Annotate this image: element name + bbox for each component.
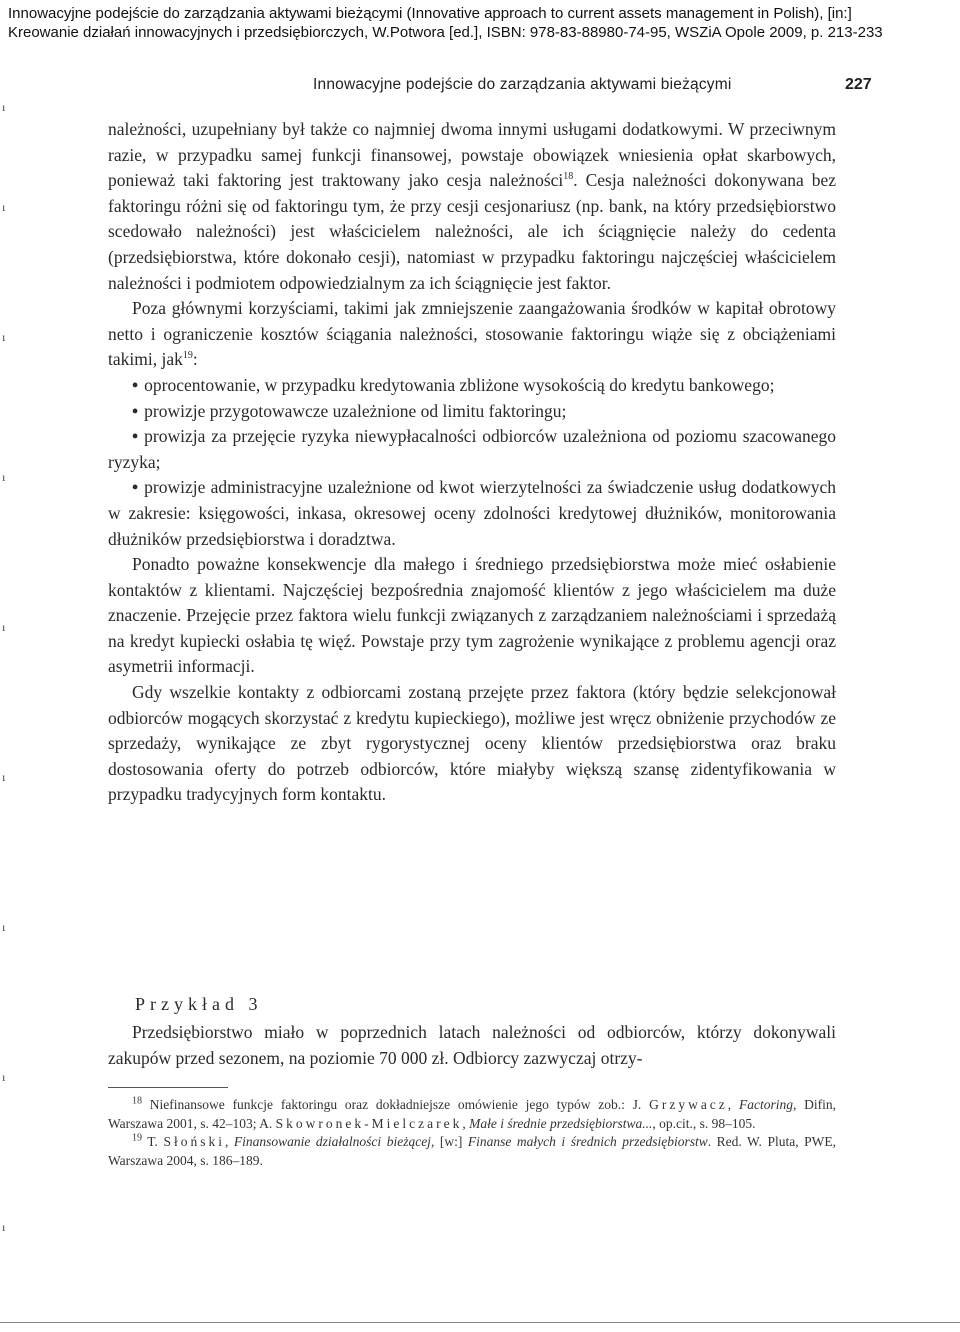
scan-margin-mark: ı (2, 100, 6, 114)
citation-header (8, 4, 958, 42)
bullet-item: • oprocentowanie, w przypadku kredytowania zbliżone wysokością do kredytu bankowego; (108, 373, 836, 399)
scan-margin-mark: ı (2, 1070, 6, 1084)
footnote-19: $^{19}$ T. Słoński, Finansowanie działalności bieżącej, [w:] Finanse małych i średnich przedsiębiorstw. Red. W. Pluta, PWE, Warszawa 2004, s. 186–189. (108, 1132, 836, 1168)
body-text (108, 117, 836, 808)
scan-margin-mark: ı (2, 620, 6, 634)
running-title: Innowacyjne podejście do zarządzania aktywami bieżącymi (313, 76, 732, 93)
footnote-divider (108, 1087, 228, 1088)
scan-margin-mark: ı (2, 470, 6, 484)
example-text: Przedsiębiorstwo miało w poprzednich latach należności od odbiorców, którzy dokonywali zakupów przed sezonem, na poziomie 70 000 zł. Odbiorcy zazwyczaj otrzy- (108, 1022, 836, 1068)
page-number: 227 (845, 76, 872, 93)
scan-margin-mark: ı (2, 770, 6, 784)
bullet-item: • prowizja za przejęcie ryzyka niewypłacalności odbiorców uzależniona od poziomu szacowanego ryzyka; (108, 424, 836, 475)
example-heading: Przykład 3 (135, 994, 263, 1014)
scan-margin-mark: ı (2, 330, 6, 344)
paragraph-1: należności, uzupełniany był także co najmniej dwoma innymi usługami dodatkowymi. W przeciwnym razie, w przypadku samej funkcji finansowej, powstaje obowiązek wniesienia opłat skarbowych, ponieważ taki faktoring jest traktowany jako cesja należności$^{18}$. Cesja należności dokonywana bez faktoringu różni się od faktoringu tym, że przy cesji cesjonariusz (np. bank, na który przedsiębiorstwo scedowało należności) jest właścicielem należności, ale ich ściągnięcie należy do cedenta (przedsiębiorstwa, które dokonało cesji), natomiast w przypadku faktoringu najczęściej właścicielem należności i podmiotem odpowiedzialnym za ich ściągnięcie jest faktor. (108, 119, 836, 293)
citation-line-2: Kreowanie działań innowacyjnych i przedsiębiorczych, W.Potwora [ed.], ISBN: 978-83-88980-74-95, WSZiA Opole 2009, p. 213-233 (8, 24, 883, 41)
page-bottom-edge (0, 1322, 960, 1323)
bullet-item: • prowizje przygotowawcze uzależnione od limitu faktoringu; (108, 399, 836, 425)
footnote-ref-18: 18 (563, 171, 574, 183)
scan-margin-mark: ı (2, 1220, 6, 1234)
paragraph-3: Ponadto poważne konsekwencje dla małego i średniego przedsiębiorstwa może mieć osłabienie kontaktów z klientami. Najczęściej bezpośrednia znajomość klientów z jego właścicielem ma duże znaczenie. Przejęcie przez faktora wielu funkcji związanych z zarządzaniem należnościami i sprzedażą na kredyt kupiecki osłabia tę więź. Powstaje przy tym zagrożenie wynikające z problemu agencji oraz asymetrii informacji. (108, 554, 836, 677)
footnote-ref-19: 19 (182, 350, 193, 362)
citation-line-1: Innowacyjne podejście do zarządzania aktywami bieżącymi (Innovative approach to current assets management in Polish), [in:] (8, 5, 852, 22)
footnote-18: $^{18}$ Niefinansowe funkcje faktoringu oraz dokładniejsze omówienie jego typów zob.: J. Grzywacz, Factoring, Difin, Warszawa 2001, s. 42–103; A. Skowronek-Mielczarek, Małe i średnie przedsiębiorstwa..., op.cit., s. 98–105. (108, 1095, 837, 1131)
paragraph-2: Poza głównymi korzyściami, takimi jak zmniejszenie zaangażowania środków w kapitał obrotowy netto i ograniczenie kosztów ściągania należności, stosowanie faktoringu wiąże się z obciążeniami takimi, jak$^{19}$: (108, 298, 836, 370)
paragraph-4: Gdy wszelkie kontakty z odbiorcami zostaną przejęte przez faktora (który będzie selekcjonował odbiorców mogących skorzystać z kredytu kupieckiego), możliwe jest wręcz obniżenie przychodów ze sprzedaży, wynikające ze zbyt rygorystycznej oceny klientów przedsiębiorstwa oraz braku dostosowania oferty do potrzeb odbiorców, które miałyby większą szansę zidentyfikowania w przypadku tradycyjnych form kontaktu. (108, 682, 836, 805)
footnotes (108, 1096, 836, 1170)
bullet-item: • prowizje administracyjne uzależnione od kwot wierzytelności za świadczenie usług dodatkowych w zakresie: księgowości, inkasa, okresowej oceny zdolności kredytowej dłużników, monitorowania dłużników przedsiębiorstwa i doradztwa. (108, 475, 836, 552)
scan-margin-mark: ı (2, 920, 6, 934)
scan-margin-mark: ı (2, 200, 6, 214)
